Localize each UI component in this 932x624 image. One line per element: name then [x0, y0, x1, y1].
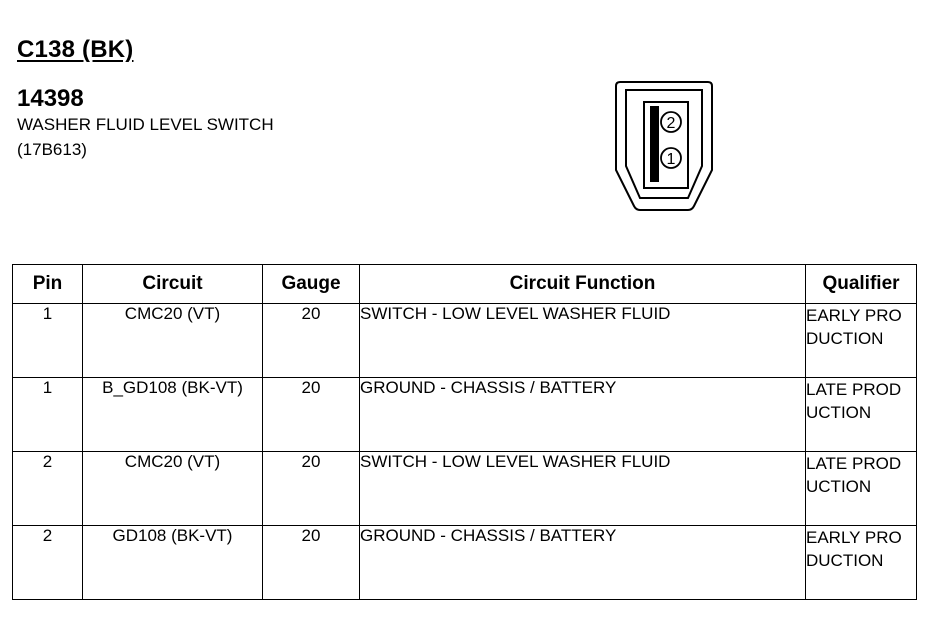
- table-row: [13, 526, 917, 600]
- cell-pin: 2: [13, 526, 83, 600]
- col-header-gauge: Gauge: [263, 265, 360, 304]
- pinout-table: [12, 264, 917, 600]
- table-row: [13, 304, 917, 378]
- cell-circuit: GD108 (BK-VT): [83, 526, 263, 600]
- cell-function: GROUND - CHASSIS / BATTERY: [360, 378, 806, 452]
- cell-function: SWITCH - LOW LEVEL WASHER FLUID: [360, 304, 806, 378]
- qualifier-text: EARLY PRODUCTION: [806, 528, 902, 570]
- col-header-pin: Pin: [13, 265, 83, 304]
- component-name: WASHER FLUID LEVEL SWITCH: [17, 115, 274, 134]
- table-row: [13, 452, 917, 526]
- cell-qualifier: [806, 378, 917, 452]
- qualifier-text: EARLY PRODUCTION: [806, 306, 902, 348]
- qualifier-text: LATE PRODUCTION: [806, 380, 902, 422]
- cell-gauge: 20: [263, 526, 360, 600]
- connector-id: C138 (BK): [17, 36, 134, 63]
- connector-housing-inner: [626, 90, 702, 198]
- cell-pin: 1: [13, 378, 83, 452]
- connector-face-diagram: [612, 78, 716, 216]
- col-header-function: Circuit Function: [360, 265, 806, 304]
- cell-function: GROUND - CHASSIS / BATTERY: [360, 526, 806, 600]
- cell-pin: 2: [13, 452, 83, 526]
- locking-tab: [650, 106, 659, 182]
- cell-circuit: B_GD108 (BK-VT): [83, 378, 263, 452]
- col-header-qualifier: Qualifier: [806, 265, 917, 304]
- cell-gauge: 20: [263, 304, 360, 378]
- table-header-row: [13, 265, 917, 304]
- pin-2-label: 2: [666, 115, 676, 132]
- col-header-circuit: Circuit: [83, 265, 263, 304]
- cell-circuit: CMC20 (VT): [83, 452, 263, 526]
- pin-1-label: 1: [666, 151, 676, 168]
- cell-gauge: 20: [263, 452, 360, 526]
- cell-function: SWITCH - LOW LEVEL WASHER FLUID: [360, 452, 806, 526]
- cell-qualifier: [806, 304, 917, 378]
- cell-circuit: CMC20 (VT): [83, 304, 263, 378]
- qualifier-text: LATE PRODUCTION: [806, 454, 902, 496]
- part-number: 14398: [17, 85, 84, 112]
- cell-qualifier: [806, 452, 917, 526]
- cell-qualifier: [806, 526, 917, 600]
- cell-gauge: 20: [263, 378, 360, 452]
- component-code: (17B613): [17, 140, 87, 159]
- cell-pin: 1: [13, 304, 83, 378]
- table-row: [13, 378, 917, 452]
